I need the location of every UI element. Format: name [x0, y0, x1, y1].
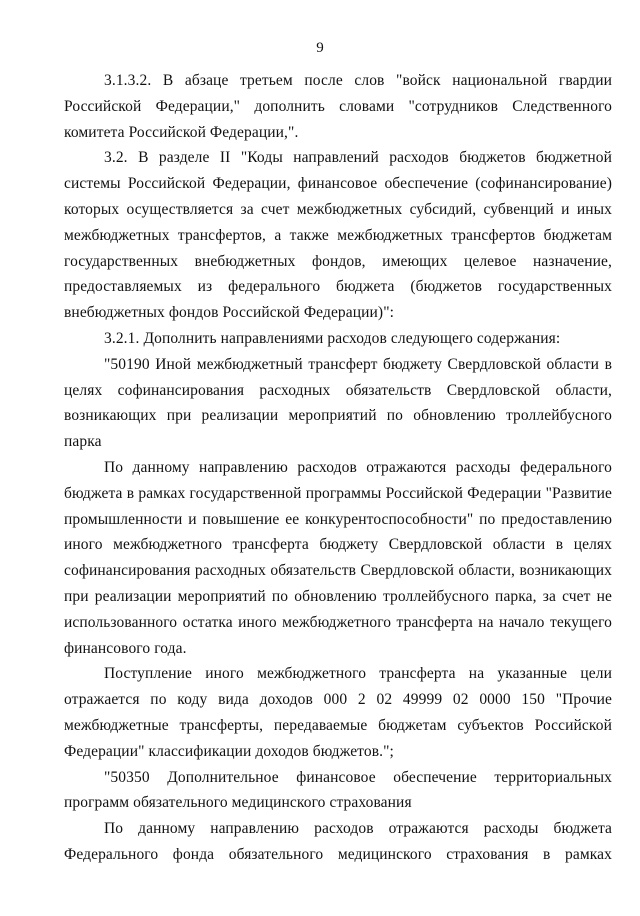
paragraph-50190-description: По данному направлению расходов отражаются расходы федерального бюджета в рамках государственной программы Российской Федерации "Развитие промышленности и повышение ее конкурентоспособности" по предоставлению иного межбюджетного трансферта бюджету Свердловской области в целях софинансирования расходных обязательств Свердловской области, возникающих при реализации мероприятий по обновлению троллейбусного парка, за счет не использованного остатка иного межбюджетного трансферта на начало текущего финансового года.	[64, 458, 612, 657]
paragraph-code-50190: "50190 Иной межбюджетный трансферт бюджету Свердловской области в целях софинансирования расходных обязательств Свердловской области, возникающих при реализации мероприятий по обновлению троллейбусного парка	[64, 355, 612, 451]
paragraph-3-2: 3.2. В разделе II "Коды направлений расходов бюджетов бюджетной системы Российской Федерации, финансовое обеспечение (софинансирование) которых осуществляется за счет межбюджетных субсидий, субвенций и иных межбюджетных трансфертов, а также межбюджетных трансфертов бюджетам государственных внебюджетных фондов, имеющих целевое назначение, предоставляемых из федерального бюджета (бюджетов государственных внебюджетных фондов Российской Федерации)":	[64, 149, 612, 322]
paragraph-3-2-1: 3.2.1. Дополнить направлениями расходов следующего содержания:	[104, 329, 561, 347]
paragraph-50350-description: По данному направлению расходов отражаются расходы бюджета Федерального фонда обязательного медицинского страхования в рамках	[64, 820, 612, 863]
paragraph-3-1-3-2: 3.1.3.2. В абзаце третьем после слов "войск национальной гвардии Российской Федерации," дополнить словами "сотрудников Следственного комитета Российской Федерации,".	[64, 72, 612, 141]
document-body	[64, 68, 612, 868]
paragraph-code-50350: "50350 Дополнительное финансовое обеспечение территориальных программ обязательного медицинского страхования	[64, 768, 612, 812]
paragraph-50190-revenue: Поступление иного межбюджетного трансферта на указанные цели отражается по коду вида доходов 000 2 02 49999 02 0000 150 "Прочие межбюджетные трансферты, передаваемые бюджетам субъектов Российской Федерации" классификации доходов бюджетов.";	[64, 665, 612, 760]
page-number: 9	[316, 40, 324, 56]
